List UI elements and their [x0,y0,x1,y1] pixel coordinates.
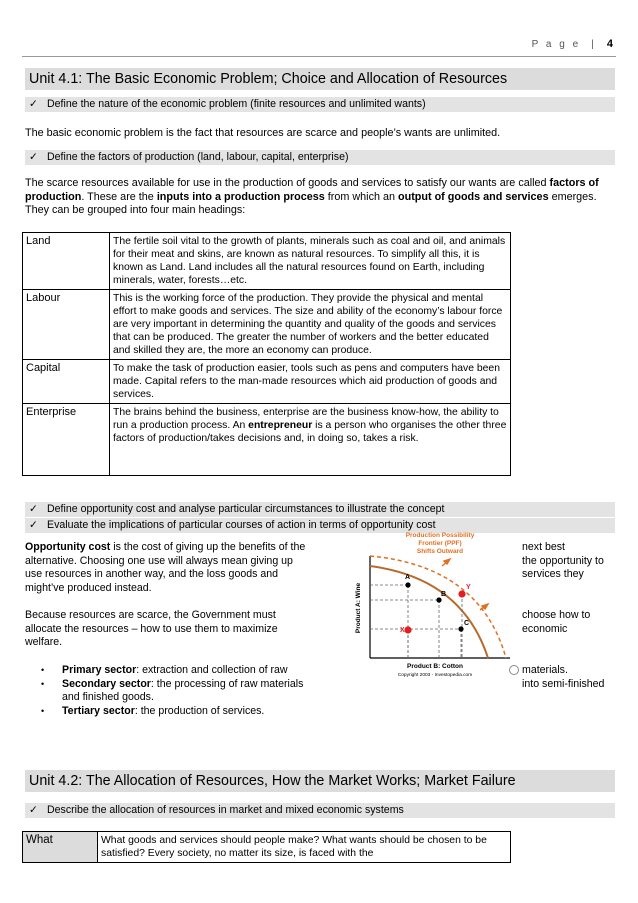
list-item: • Primary sector: extraction and collection of raw [62,664,345,678]
question-desc: What goods and services should people make? What wants should be chosen to be satisfied? Every society, no matter its size, is faced with the [98,832,511,863]
copyright-text: Copyright 2003 - Investopedia.com [397,673,473,678]
unit-4-2-heading: Unit 4.2: The Allocation of Resources, How the Market Works; Market Failure [25,770,615,792]
factor-name: Land [23,233,110,290]
shift-arrows [442,559,488,610]
ppf-title-2: Frontier (PPF) [418,540,462,547]
allocation-text: Because resources are scarce, the Government must allocate the resources – how to use them to maximize welfare. [25,609,278,649]
opportunity-cost-text: Opportunity cost is the cost of giving up the benefits of the alternative. Choosing one use will always mean giving up use resources in another way, and the loss goods and might’ve produced instead. [25,541,306,594]
objective-5: ✓ Describe the allocation of resources in market and mixed economic systems [25,803,615,818]
y-axis-label: Product A: Wine [355,582,362,634]
point-a-label: A [405,574,411,581]
checkmark-icon: ✓ [29,151,38,163]
ppf-title-3: Shifts Outward [416,548,464,555]
page-header: P a g e | 4 [531,38,613,50]
checkmark-icon: ✓ [29,503,38,515]
list-item: • Secondary sector: the processing of raw materials and finished goods. [62,678,345,705]
objective-4: ✓ Evaluate the implications of particular courses of action in terms of opportunity cost [25,518,615,533]
point-y-marker [458,590,465,597]
right-fragment-1: next best the opportunity to services they [522,541,604,581]
right-fragment-3: materials. into semi-finished [522,664,605,690]
point-a-marker [405,582,410,587]
objective-3: ✓ Define opportunity cost and analyse particular circumstances to illustrate the concept [25,502,615,517]
header-rule [22,56,616,57]
page-number: 4 [606,38,613,50]
factor-desc: This is the working force of the production. They provide the physical and mental effort to make goods and services. The size and ability of the economy’s labour force are very important in determining the quantity and quality of the goods and services that can be produced. The greater the number of workers and the better educated and skilled they are, the more an economy can produce. [110,290,511,360]
investopedia-logo-icon [510,666,519,675]
paragraph-economic-problem: The basic economic problem is the fact that resources are scarce and people’s wants are unlimited. [25,127,501,139]
factor-name: Enterprise [23,404,110,476]
x-axis-label: Product B: Cotton [407,663,463,670]
factor-name: Capital [23,360,110,404]
ppf-curve [370,566,488,658]
factor-desc: The fertile soil vital to the growth of plants, minerals such as coal and oil, and animals for their meat and skins, are known as natural resources. To simplify all this, it is known as Land. Land includes all the natural resources found on Earth, including minerals, water, forests…etc. [110,233,511,290]
ppf-diagram [350,528,520,680]
point-x-label: X [400,627,405,634]
ppf-title-1: Production Possibility [405,532,475,539]
page-label: P a g e [531,39,581,50]
table-row [23,290,511,360]
objective-1: ✓ Define the nature of the economic problem (finite resources and unlimited wants) [25,97,615,112]
objective-2: ✓ Define the factors of production (land, labour, capital, enterprise) [25,150,615,165]
table-row [23,404,511,476]
checkmark-icon: ✓ [29,519,38,531]
factor-desc: The brains behind the business, enterprise are the business know-how, the ability to run a production process. An entrepreneur is a person who organises the other three factors of production/takes decisions and, in doing so, takes a risk. [110,404,511,476]
sectors-list [25,664,345,718]
checkmark-icon: ✓ [29,804,38,816]
list-item: • Tertiary sector: the production of services. [62,705,345,719]
point-y-label: Y [466,584,471,591]
question-key: What [23,832,98,863]
table-row [23,360,511,404]
table-row [23,233,511,290]
allocation-table [22,831,511,863]
point-x-marker [404,626,411,633]
right-fragment-2: choose how to economic [522,609,591,635]
point-b-marker [436,597,441,602]
point-c-label: C [464,620,470,627]
factors-table [22,232,511,476]
factor-name: Labour [23,290,110,360]
paragraph-factors: The scarce resources available for use in the production of goods and services to satisfy our wants are called factors of production. These are the inputs into a production process from which an output of goods and services emerges. They can be grouped into four main headings: [25,177,599,217]
point-b-label: B [441,591,447,598]
unit-4-1-heading: Unit 4.1: The Basic Economic Problem; Choice and Allocation of Resources [25,68,615,90]
table-row [23,832,511,863]
factor-desc: To make the task of production easier, tools such as pens and computers have been made. Capital refers to the man-made resources which aid production of goods and services. [110,360,511,404]
point-c-marker [458,626,463,631]
checkmark-icon: ✓ [29,98,38,110]
